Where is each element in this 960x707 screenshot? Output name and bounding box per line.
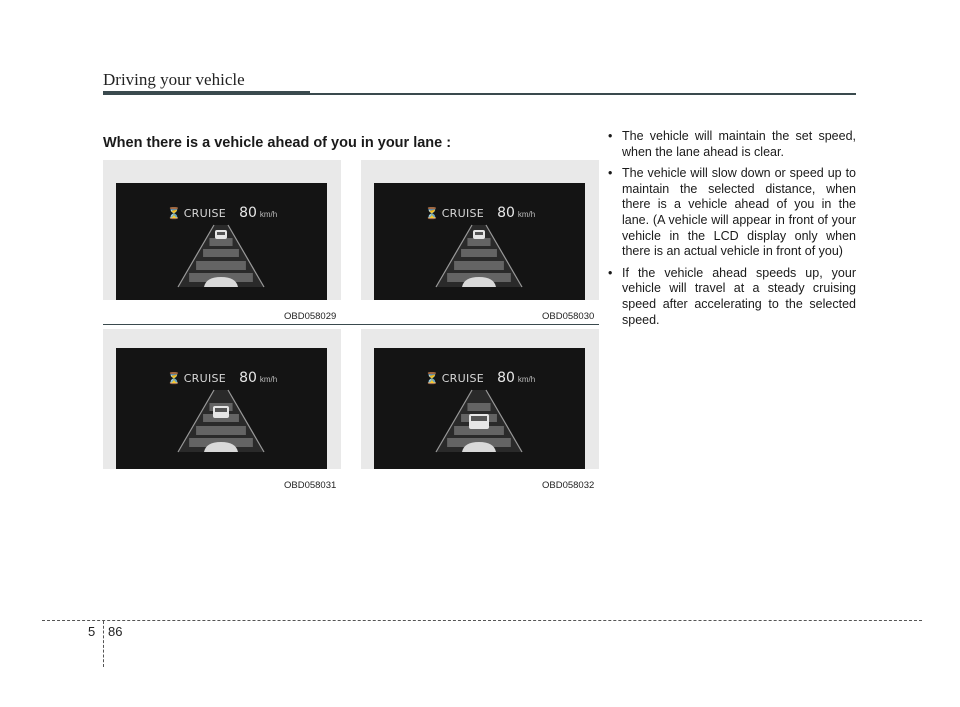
- running-header: Driving your vehicle: [103, 70, 245, 89]
- lane-graphic: [116, 348, 327, 469]
- lcd-screen: [116, 348, 327, 469]
- speed-unit: km/h: [517, 375, 536, 384]
- figure-code-3: OBD058031: [284, 480, 337, 491]
- footer-vertical-rule: [103, 621, 104, 667]
- vehicle-ahead-icon: [469, 414, 489, 429]
- speed-unit: km/h: [517, 210, 536, 219]
- speed-unit: km/h: [259, 375, 278, 384]
- speedometer-icon: ⏳: [425, 373, 439, 385]
- figure-panel-1: [103, 160, 341, 300]
- bullet-item: • The vehicle will maintain the set speed, when the lane ahead is clear.: [608, 129, 856, 159]
- lane-graphic: [374, 348, 585, 469]
- bullet-list: [604, 129, 856, 334]
- header-rule-thick: [103, 91, 310, 95]
- page-number: 86: [108, 624, 123, 639]
- lane-graphic: [116, 183, 327, 304]
- lane-graphic: [374, 183, 585, 304]
- vehicle-ahead-icon: [213, 406, 229, 418]
- bullet-glyph: •: [608, 129, 613, 143]
- speedometer-icon: ⏳: [425, 208, 439, 220]
- bullet-glyph: •: [608, 166, 613, 181]
- vehicle-ahead-icon: [215, 230, 227, 239]
- figure-code-4: OBD058032: [542, 480, 595, 491]
- lcd-screen: [374, 348, 585, 469]
- speedometer-icon: ⏳: [167, 373, 181, 385]
- figure-code-2: OBD058030: [542, 311, 595, 322]
- footer-rule: [42, 620, 922, 621]
- cruise-label: CRUISE: [183, 372, 227, 385]
- cruise-label: CRUISE: [441, 207, 485, 220]
- bullet-item: • The vehicle will slow down or speed up to maintain the selected distance, when there is a vehicle ahead of you in the lane. (A vehicle will appear in front of your vehicle in the LCD display only when there is an actual vehicle in front of you): [608, 166, 856, 259]
- lcd-screen: [374, 183, 585, 300]
- section-heading: When there is a vehicle ahead of you in your lane :: [103, 135, 452, 151]
- vehicle-ahead-icon: [473, 230, 485, 239]
- figure-code-1: OBD058029: [284, 311, 337, 322]
- bullet-item: • If the vehicle ahead speeds up, your vehicle will travel at a steady cruising speed after accelerating to the selected speed.: [608, 265, 856, 327]
- set-speed: 80: [497, 205, 515, 221]
- header-rule-thin: [310, 93, 856, 95]
- figure-rule-top: [103, 324, 599, 325]
- lcd-screen: [116, 183, 327, 300]
- speedometer-icon: ⏳: [167, 208, 181, 220]
- figure-panel-3: [103, 329, 341, 469]
- chapter-number: 5: [88, 624, 96, 639]
- speed-unit: km/h: [259, 210, 278, 219]
- bullet-glyph: •: [608, 265, 613, 280]
- set-speed: 80: [497, 370, 515, 386]
- set-speed: 80: [239, 205, 257, 221]
- figure-panel-2: [361, 160, 599, 300]
- cruise-label: CRUISE: [183, 207, 227, 220]
- figure-panel-4: [361, 329, 599, 469]
- set-speed: 80: [239, 370, 257, 386]
- cruise-label: CRUISE: [441, 372, 485, 385]
